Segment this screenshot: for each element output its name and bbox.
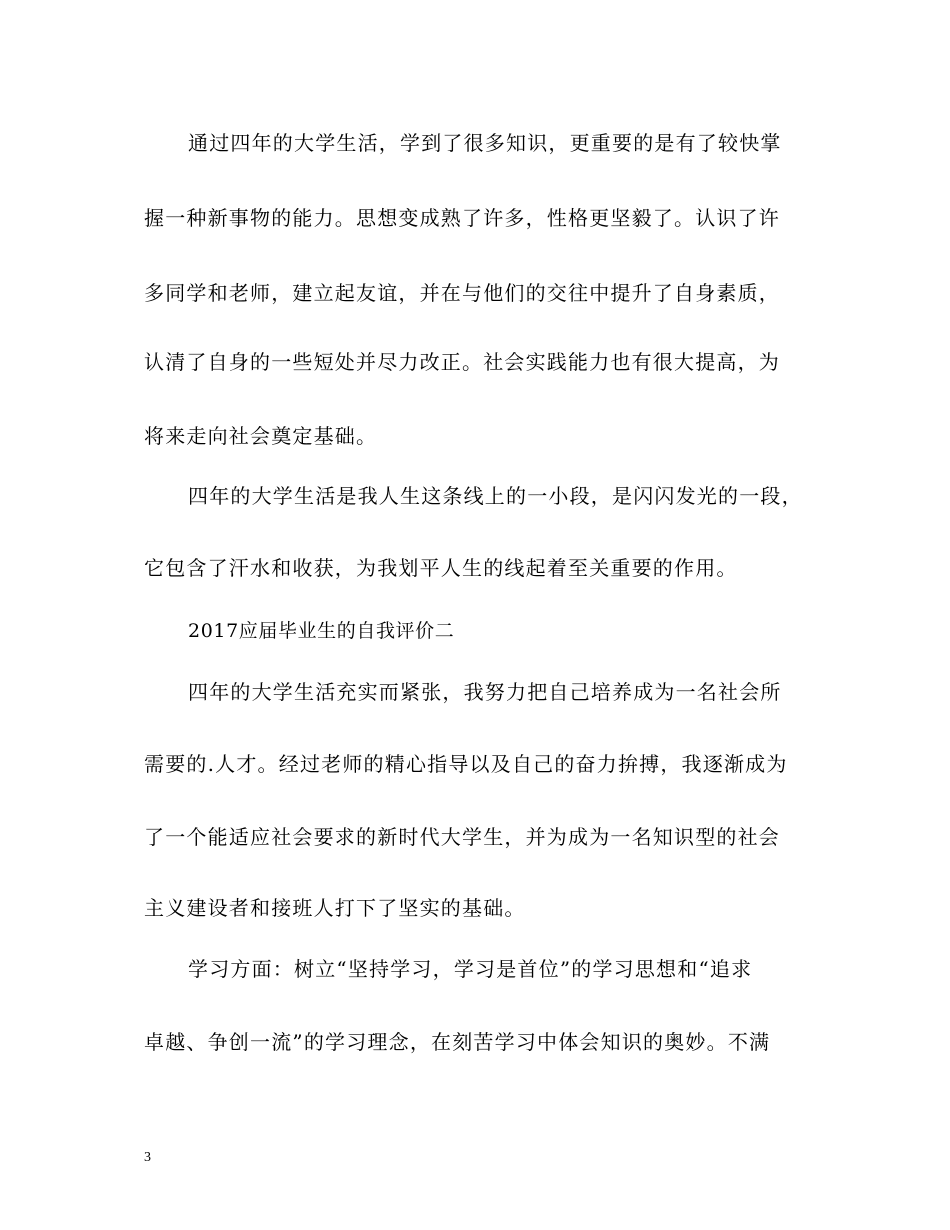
paragraph-4-line-1: 学习方面：树立“坚持学习，学习是首位”的学习思想和“追求: [188, 957, 753, 981]
paragraph-3-line-1: 四年的大学生活充实而紧张，我努力把自己培养成为一名社会所: [188, 680, 782, 704]
page-number: 3: [144, 1150, 151, 1165]
paragraph-1-line-1: 通过四年的大学生活，学到了很多知识，更重要的是有了较快掌: [188, 131, 782, 155]
paragraph-3-line-4: 主义建设者和接班人打下了坚实的基础。: [144, 896, 526, 920]
paragraph-1-line-4: 认清了自身的一些短处并尽力改正。社会实践能力也有很大提高，为: [144, 350, 780, 374]
paragraph-2-line-2: 它包含了汗水和收获，为我划平人生的线起着至关重要的作用。: [144, 556, 738, 580]
paragraph-2-line-1: 四年的大学生活是我人生这条线上的一小段，是闪闪发光的一段，: [188, 484, 803, 508]
paragraph-3-line-3: 了一个能适应社会要求的新时代大学生，并为成为一名知识型的社会: [144, 825, 780, 849]
paragraph-1-line-5: 将来走向社会奠定基础。: [144, 424, 378, 448]
paragraph-3-line-2: 需要的.人才。经过老师的精心指导以及自己的奋力拚搏，我逐渐成为: [144, 752, 788, 776]
section-heading: 2017应届毕业生的自我评价二: [188, 620, 455, 642]
paragraph-1-line-2: 握一种新事物的能力。思想变成熟了许多，性格更坚毅了。认识了许: [144, 206, 780, 230]
paragraph-4-line-2: 卓越、争创一流”的学习理念，在刻苦学习中体会知识的奥妙。不满: [144, 1030, 771, 1054]
paragraph-1-line-3: 多同学和老师，建立起友谊，并在与他们的交往中提升了自身素质，: [144, 281, 780, 305]
